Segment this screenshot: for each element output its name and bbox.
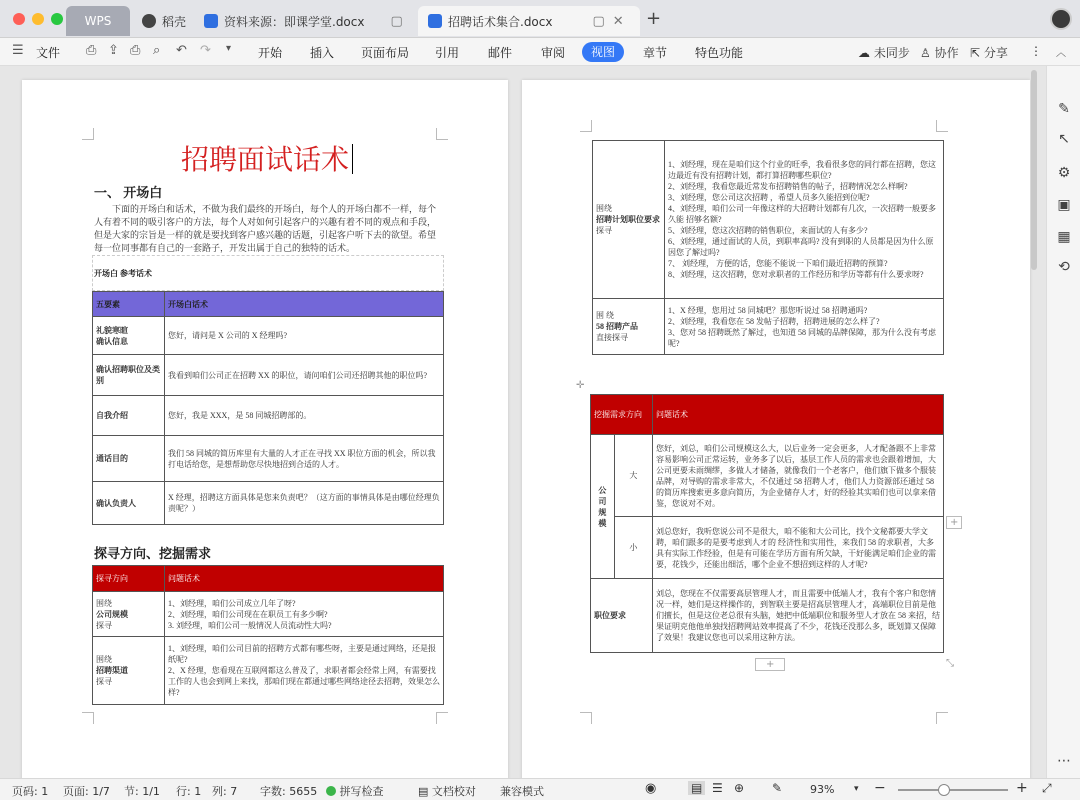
table1-header-cell: 五要素: [93, 292, 165, 317]
crop-mark: [936, 712, 948, 724]
menu-references[interactable]: 引用: [435, 46, 460, 60]
needs-table: [590, 394, 944, 653]
new-tab-button[interactable]: +: [646, 8, 662, 29]
zoom-level[interactable]: 93%: [810, 783, 835, 796]
more-options-icon[interactable]: ⋮: [1030, 44, 1042, 58]
table4-label-cell: 职位要求: [591, 579, 653, 653]
zoom-slider[interactable]: [898, 789, 1008, 791]
recruit-plan-table: [592, 140, 944, 355]
edit-view-icon[interactable]: ✎: [772, 781, 783, 795]
tab-pin-icon[interactable]: ▢: [390, 13, 403, 29]
crop-mark: [936, 120, 948, 132]
table1-cell: 礼貌寒暄 确认信息: [93, 317, 165, 355]
save-icon[interactable]: ⎙: [86, 43, 97, 58]
spellcheck-icon: [326, 786, 336, 796]
opening-table: [92, 291, 444, 525]
status-pages[interactable]: 页面: 1/7: [63, 785, 110, 798]
status-compat: 兼容模式: [500, 785, 544, 798]
table2-label-cell: 围绕 招聘渠道 探寻: [93, 637, 165, 705]
text-cursor: [352, 144, 353, 174]
crop-mark: [82, 712, 94, 724]
zoom-dropdown-icon[interactable]: ▾: [854, 784, 859, 794]
zoom-in-button[interactable]: +: [1016, 780, 1028, 796]
table1-cell: 您好，我是 XXX，是 58 同城招聘部的。: [165, 396, 444, 436]
status-row: 行: 1: [176, 785, 202, 798]
page-2[interactable]: [522, 80, 1030, 778]
menu-bar: [0, 38, 1080, 66]
crop-mark: [580, 712, 592, 724]
minimize-window-button[interactable]: [32, 13, 44, 25]
image-icon[interactable]: ▣: [1057, 197, 1071, 213]
doc-check-button[interactable]: ▤ 文档校对: [418, 785, 476, 798]
close-window-button[interactable]: [13, 13, 25, 25]
section-heading-opening: 一、 开场白: [94, 185, 163, 200]
right-sidebar: [1046, 66, 1080, 778]
outline-view-icon[interactable]: ☰: [712, 781, 723, 795]
table4-header-cell: 挖掘需求方向: [591, 395, 653, 435]
table1-cell: 自我介绍: [93, 396, 165, 436]
undo-icon[interactable]: ↶: [176, 43, 187, 58]
table1-cell: 确认招聘职位及类别: [93, 355, 165, 396]
word-doc-icon: [428, 14, 442, 28]
table1-cell: 您好，请问是 X 公司的 X 经理吗?: [165, 317, 444, 355]
status-bar: [0, 778, 1080, 800]
status-col: 列: 7: [212, 785, 238, 798]
table2-header-cell: 问题话术: [165, 566, 444, 592]
page-1[interactable]: [22, 80, 508, 778]
menu-features[interactable]: 特色功能: [695, 46, 744, 60]
menu-layout[interactable]: 页面布局: [361, 46, 410, 60]
table-move-handle-icon[interactable]: ✛: [576, 380, 585, 391]
intro-paragraph: 下面的开场白和话术，不做为我们最终的开场白，每个人的开场白都不一样，每个人有着不同的吸引客户的方法，每个人对如何引起客户的兴趣有着不同的观点和手段，但是大家的宗旨是一样的就是要找到客户感兴趣的话题，引起客户听下去的欲望。希望每一位同事都有自己的一套路子，开发出属于自己的独特的话术。: [94, 204, 437, 253]
table3-text-cell: 1、刘经理，现在是咱们这个行业的旺季，我看很多您的同行都在招聘，您这边最近有没有招聘计划，都打算招聘哪些职位? 2、刘经理，我看您最近常发布招聘销售的帖子，招聘情况怎么样啊? 3、刘经理，您公司这次招聘 ，希望人员多久能招到位呢? 4、刘经理，咱们公司一年像这样的大招聘计划都有几次，一次招聘一般要多久能 招够名额? 5、刘经理，您这次招聘的销售职位，来面试的人有多少? 6、刘经理，通过面试的人员，到职率高吗? 没有到职的人员都是因为什么原因您了解过吗? 7、 刘经理， 方便的话，您能不能说一下咱们最近招聘的预算? 8、刘经理，这次招聘，您对求职者的工作经历和学历等都有什么要求呀?: [665, 141, 944, 299]
tab-daoke[interactable]: 稻壳: [132, 6, 192, 36]
table4-sub-cell: 小: [614, 517, 652, 579]
quick-access-chevron-icon[interactable]: ▾: [226, 43, 232, 54]
menu-file[interactable]: 文件: [36, 46, 61, 60]
sync-button[interactable]: ☁ 未同步: [858, 46, 910, 60]
table1-cell: 我看到咱们公司正在招聘 XX 的职位，请问咱们公司还招聘其他的职位吗?: [165, 355, 444, 396]
share-button[interactable]: ⇱ 分享: [970, 46, 1008, 60]
eye-protect-icon[interactable]: ◉: [645, 781, 657, 796]
more-icon[interactable]: ⋯: [1057, 753, 1071, 769]
daoke-icon: [142, 14, 156, 28]
doc-check-icon: ▤: [418, 785, 429, 798]
tab-source-doc[interactable]: 资料来源：即课学堂.docx ▢: [194, 6, 416, 36]
user-add-icon: ♙: [920, 46, 931, 60]
menu-review[interactable]: 审阅: [541, 46, 566, 60]
menu-insert[interactable]: 插入: [310, 46, 335, 60]
table1-caption: 开场白 参考话术: [94, 269, 152, 278]
table4-header-cell: 问题话术: [653, 395, 944, 435]
menu-home[interactable]: 开始: [258, 46, 283, 60]
export-icon[interactable]: ⇪: [108, 43, 119, 58]
page-view-icon[interactable]: ▤: [688, 781, 705, 795]
crop-mark: [580, 120, 592, 132]
zoom-window-button[interactable]: [51, 13, 63, 25]
table4-text-cell: 刘总，您现在不仅需要高层管理人才，而且需要中低端人才，我有个客户和您情况一样，她们是这样操作的，到智联主要是招高层管理人才，高端职位目前是他们擅长，但是这位老总很有头脑，她把中低端职位和服务型人才放在 58 来招，结果证明克他他单独找招聘网站效率提高了不少，花钱还没那么多，既划算又保障了效果！我建议您也可以采用这种方法。: [653, 579, 944, 653]
web-view-icon[interactable]: ⊕: [734, 781, 745, 795]
tab-wps[interactable]: WPS: [66, 6, 130, 36]
tab-pin-icon[interactable]: ▢: [592, 13, 605, 29]
table4-sub-cell: 大: [614, 435, 652, 517]
crop-mark: [436, 712, 448, 724]
table1-cell: 我们 58 同城的简历库里有大量的人才正在寻找 XX 职位方面的机会，所以我打电话给您，是想帮助您尽快地招到合适的人才。: [165, 436, 444, 482]
table1-header-cell: 开场白话术: [165, 292, 444, 317]
menu-view[interactable]: 视图: [582, 42, 624, 62]
table2-label-cell: 围绕 公司规模 探寻: [93, 592, 165, 637]
table3-text-cell: 1、X 经理，您用过 58 同城吧？那您听说过 58 招聘通吗? 2、刘经理，我看您在 58 发帖子招聘，招聘进展的怎么样了? 3、您对 58 招聘既然了解过，也知道 58 同城的品牌保障，那为什么没有考虑呢?: [665, 299, 944, 355]
table3-label-cell: 围 绕 58 招聘产品 直接探寻: [593, 299, 665, 355]
collapse-ribbon-icon[interactable]: ︿: [1056, 48, 1066, 59]
zoom-out-button[interactable]: −: [874, 780, 886, 796]
collab-button[interactable]: ♙ 协作: [920, 46, 959, 60]
pointer-icon[interactable]: ↖: [1058, 131, 1070, 147]
table1-cell: 通话目的: [93, 436, 165, 482]
avatar[interactable]: [1050, 8, 1072, 30]
share-icon: ⇱: [970, 46, 981, 60]
tab-active-doc[interactable]: 招聘话术集合.docx ▢ ✕: [418, 6, 640, 36]
table1-cell: 确认负责人: [93, 482, 165, 525]
adjust-icon[interactable]: ⚙: [1057, 165, 1071, 181]
status-page-code[interactable]: 页码: 1: [12, 785, 49, 798]
text-edit-icon[interactable]: ✎: [1058, 101, 1070, 117]
preview-icon[interactable]: ⌕: [153, 43, 161, 58]
redo-icon[interactable]: ↷: [200, 43, 211, 58]
table1-cell: X 经理，招聘这方面具体是您来负责吧？（这方面的事情具体是由哪位经理负责呢？）: [165, 482, 444, 525]
table3-label-cell: 围绕 招聘计划职位要求 探寻: [593, 141, 665, 299]
table4-text-cell: 您好，刘总，咱们公司规模这么大，以后业务一定会更多，人才配备跟不上非常容易影响公司正常运转，业务多了以后，基层工作人员的需求也会跟着增加，大公司更要未雨绸缪，多做人才储备，就像我们一个老客户，他们旗下做多个服装品牌，对导购的需求非常大，不仅通过 58 招聘人才，他们人力资源部还通过 58 的简历库搜索更多意向简历，为企业储存人才，好的经验其实咱们也可以拿来借鉴，您说对不对。: [653, 435, 944, 517]
section-heading-explore: 探寻方向、挖掘需求: [94, 546, 212, 561]
add-row-button[interactable]: +: [755, 658, 785, 671]
print-icon[interactable]: ⎙: [130, 43, 141, 58]
title-bar: [0, 0, 1080, 38]
zoom-slider-handle[interactable]: [938, 784, 950, 796]
gallery-icon[interactable]: ▦: [1057, 229, 1071, 245]
table4-text-cell: 刘总您好，我听您说公司不是很大，咱不能和大公司比，找个文秘都要大学文聘，咱们跟多的是要考虑到人才的 经济性和实用性，来我们 58 的求职者，大多具有实际工作经验，但是有可能在学历方面有所欠缺，干好能满足咱们企业的需要，花钱少，还能出细活，哪个企业不想招到这样的人才呢?: [653, 517, 944, 579]
status-words[interactable]: 字数: 5655: [260, 785, 318, 798]
add-column-button[interactable]: +: [946, 516, 962, 529]
tab-close-icon[interactable]: ✕: [612, 13, 624, 29]
spellcheck-button[interactable]: 拼写检查: [326, 783, 384, 799]
table4-group-cell: 公司规模: [591, 435, 615, 579]
status-section[interactable]: 节: 1/1: [124, 785, 160, 798]
explore-table: [92, 565, 444, 705]
menu-mail[interactable]: 邮件: [488, 46, 513, 60]
vertical-scrollbar[interactable]: [1031, 70, 1037, 270]
word-doc-icon: [204, 14, 218, 28]
table2-text-cell: 1、刘经理，咱们公司成立几年了呀? 2、刘经理，咱们公司现在在职员工有多少啊? 3. 刘经理，咱们公司一般情况人员流动性大吗?: [165, 592, 444, 637]
history-icon[interactable]: ⟲: [1058, 259, 1070, 275]
hamburger-menu-icon[interactable]: ☰: [12, 43, 24, 58]
doc-title[interactable]: 招聘面试话术: [180, 143, 349, 176]
fullscreen-icon[interactable]: ⤢: [1042, 781, 1052, 795]
menu-chapter[interactable]: 章节: [643, 46, 668, 60]
table-resize-icon[interactable]: ⤡: [946, 658, 954, 669]
document-canvas[interactable]: [0, 66, 1046, 778]
table2-header-cell: 探寻方向: [93, 566, 165, 592]
table2-text-cell: 1、刘经理，咱们公司目前的招聘方式都有哪些呀，主要是通过网络，还是报纸呢? 2、X 经理，您看现在互联网都这么普及了，求职者都会经常上网，有需要找工作的人也会到网上来找，那咱们现在都通过哪些网络途径去招聘，效果怎么样?: [165, 637, 444, 705]
cloud-icon: ☁: [858, 46, 870, 60]
